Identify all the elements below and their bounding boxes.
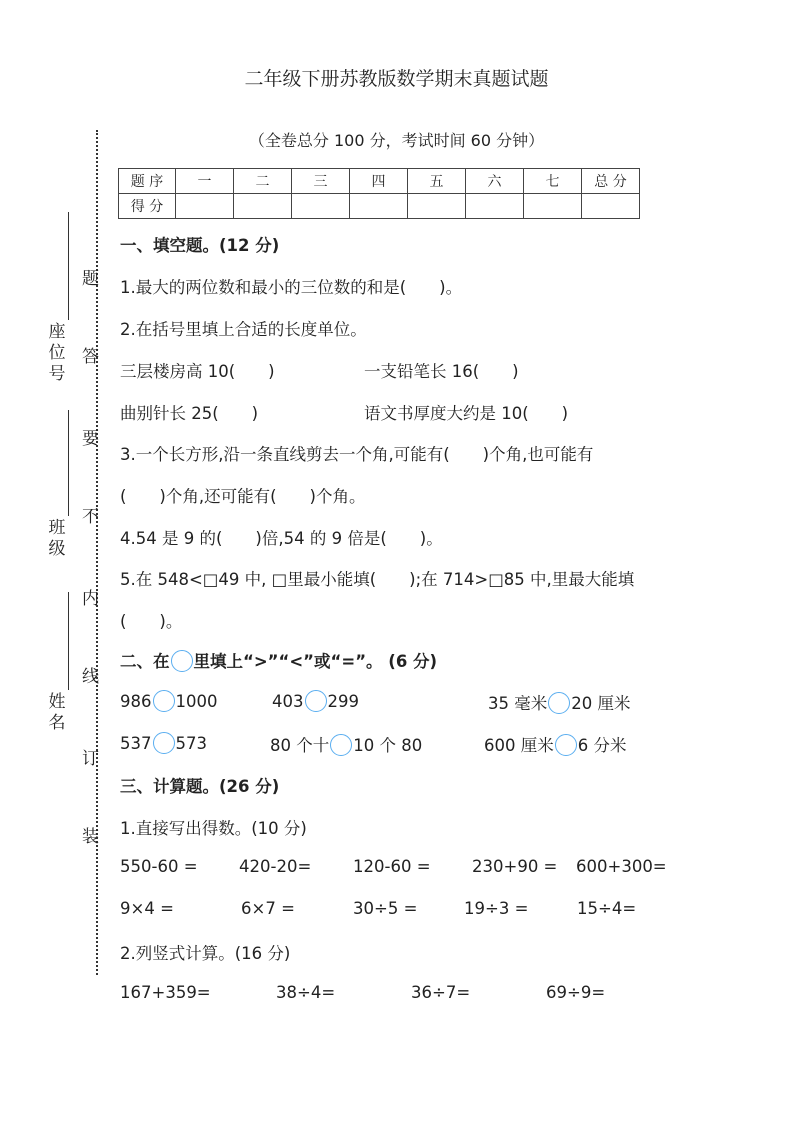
heading-text: 二、在 [120,652,170,671]
score-input-cell[interactable] [176,194,234,219]
calc-item: 9×4 = [120,899,174,918]
table-cell: 一 [176,169,234,194]
calc-item: 6×7 = [241,899,295,918]
section-heading [120,648,437,672]
binding-char: 题 [82,269,99,289]
binding-char: 内 [82,589,99,609]
compare-right: 20 厘米 [571,694,631,713]
compare-right: 573 [175,734,207,753]
compare-left: 600 厘米 [484,736,554,755]
subsection-heading: 2.列竖式计算。(16 分) [120,944,291,963]
subsection-heading: 1.直接写出得数。(10 分) [120,819,307,838]
calc-item: 420-20= [239,857,312,876]
question: 2.在括号里填上合适的长度单位。 [120,320,367,339]
score-input-cell[interactable] [292,194,350,219]
compare-item [272,690,359,712]
compare-item [270,732,422,756]
name-label: 姓名 [48,692,66,733]
circle-icon [171,650,193,672]
exam-info: （全卷总分 100 分，考试时间 60 分钟） [248,131,545,150]
answer-circle[interactable] [305,690,327,712]
question-part: 一支铅笔长 16( ) [364,362,519,381]
compare-right: 6 分米 [577,736,627,755]
table-cell: 三 [292,169,350,194]
calc-item: 19÷3 = [464,899,529,918]
calc-item: 38÷4= [276,983,336,1002]
compare-left: 537 [120,734,152,753]
compare-left: 80 个十 [270,736,330,755]
heading-text: 里填上“>”“<”或“=”。 (6 分) [193,652,438,671]
class-blank[interactable] [68,410,69,516]
question: 1.最大的两位数和最小的三位数的和是( )。 [120,278,463,297]
table-cell: 总 分 [582,169,640,194]
question: ( )。 [120,612,183,631]
score-input-cell[interactable] [524,194,582,219]
compare-item [484,732,627,756]
question-part: 三层楼房高 10( ) [120,362,275,381]
binding-char: 线 [82,667,99,687]
seat-number-blank[interactable] [68,212,69,320]
calc-item: 230+90 = [472,857,558,876]
compare-left: 35 毫米 [488,694,548,713]
score-input-cell[interactable] [350,194,408,219]
section-heading: 三、计算题。(26 分) [120,777,280,796]
seat-number-label: 座位号 [48,322,66,384]
binding-char: 不 [82,507,99,527]
table-cell: 六 [466,169,524,194]
compare-item [488,690,631,714]
calc-item: 36÷7= [411,983,471,1002]
calc-item: 600+300= [576,857,667,876]
compare-right: 10 个 80 [353,736,423,755]
question-part: 曲别针长 25( ) [120,404,259,423]
compare-item [120,690,218,712]
answer-circle[interactable] [153,732,175,754]
calc-item: 167+359= [120,983,211,1002]
table-row [119,169,640,194]
compare-left: 986 [120,692,152,711]
table-cell: 五 [408,169,466,194]
table-row [119,194,640,219]
score-input-cell[interactable] [466,194,524,219]
score-input-cell[interactable] [408,194,466,219]
binding-char: 要 [82,429,99,449]
calc-item: 30÷5 = [353,899,418,918]
question: ( )个角,还可能有( )个角。 [120,487,366,506]
score-input-cell[interactable] [582,194,640,219]
question-part: 语文书厚度大约是 10( ) [364,404,569,423]
question: 4.54 是 9 的( )倍,54 的 9 倍是( )。 [120,529,443,548]
compare-left: 403 [272,692,304,711]
compare-right: 1000 [175,692,218,711]
question: 5.在 548<□49 中, □里最小能填( );在 714>□85 中,里最大能填 [120,570,635,589]
section-heading: 一、填空题。(12 分) [120,236,280,255]
answer-circle[interactable] [548,692,570,714]
answer-circle[interactable] [330,734,352,756]
name-blank[interactable] [68,592,69,690]
compare-item [120,732,207,754]
score-table [118,168,640,219]
page-title: 二年级下册苏教版数学期末真题试题 [244,68,549,90]
answer-circle[interactable] [153,690,175,712]
table-cell: 题 序 [119,169,176,194]
binding-char: 装 [82,827,99,847]
calc-item: 69÷9= [546,983,606,1002]
calc-item: 15÷4= [577,899,637,918]
table-cell: 四 [350,169,408,194]
score-input-cell[interactable] [234,194,292,219]
answer-circle[interactable] [555,734,577,756]
question: 3.一个长方形,沿一条直线剪去一个角,可能有( )个角,也可能有 [120,445,594,464]
table-cell: 七 [524,169,582,194]
calc-item: 120-60 = [353,857,431,876]
binding-char: 答 [82,347,99,367]
table-cell: 二 [234,169,292,194]
table-cell: 得 分 [119,194,176,219]
binding-char: 订 [82,749,99,769]
binding-dotted-line [96,130,98,975]
compare-right: 299 [327,692,359,711]
calc-item: 550-60 = [120,857,198,876]
class-label: 班级 [48,518,66,559]
